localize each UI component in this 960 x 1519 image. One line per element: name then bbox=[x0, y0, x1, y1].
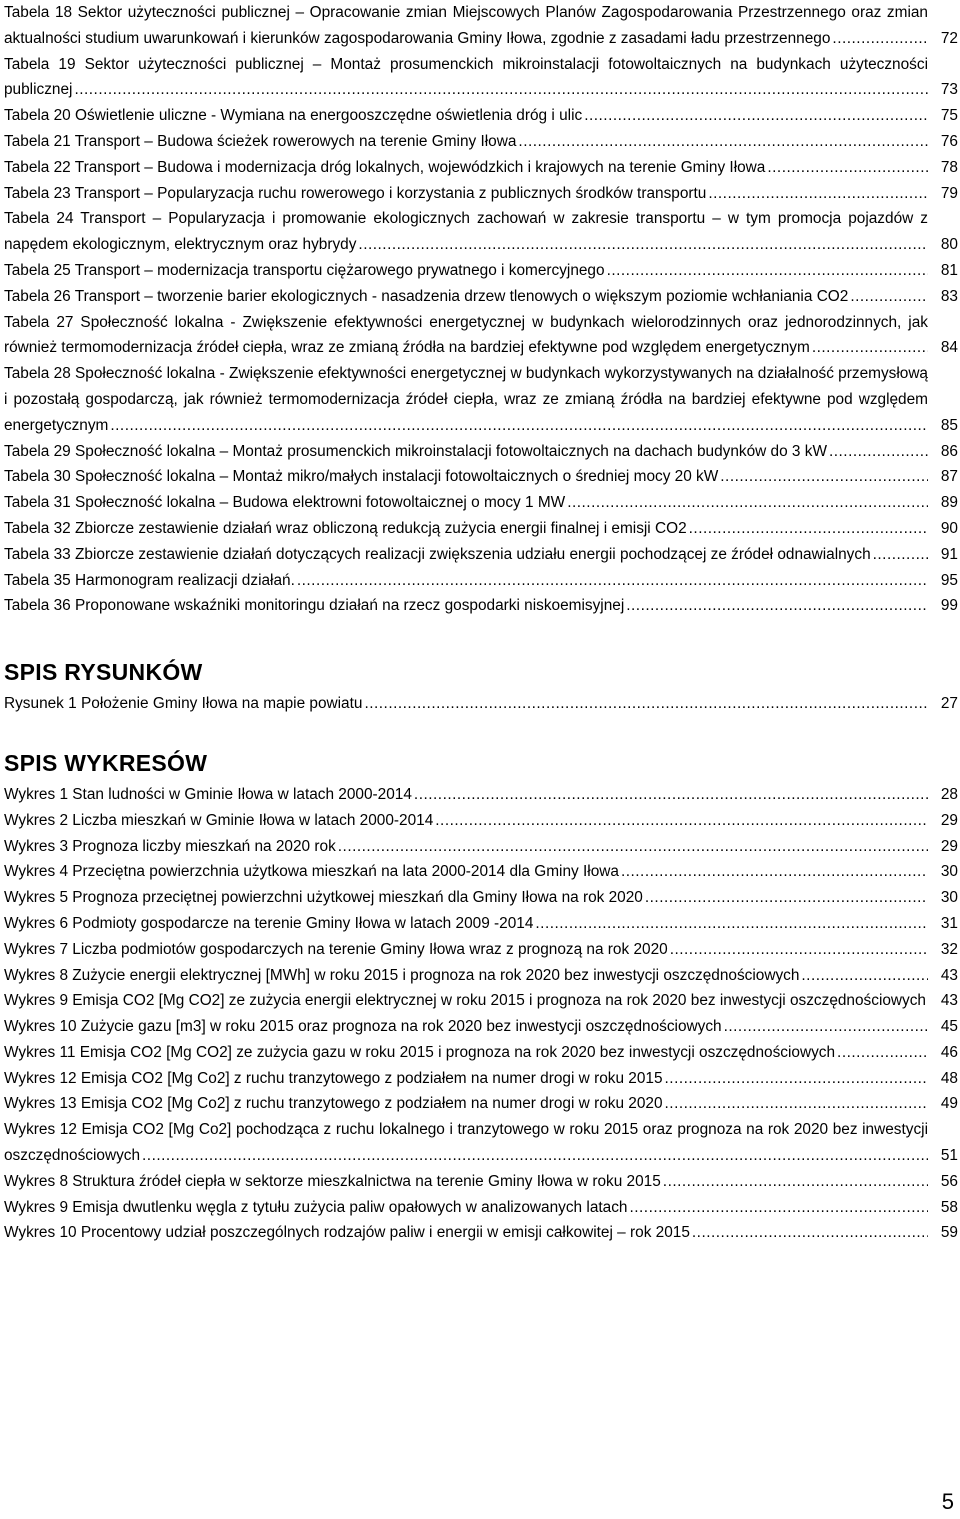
toc-entry-page-number: 48 bbox=[928, 1066, 958, 1092]
toc-entry-chart[interactable] bbox=[4, 1195, 958, 1221]
tables-toc-list bbox=[4, 0, 958, 619]
toc-entry-table[interactable] bbox=[4, 52, 958, 104]
toc-entry-page-number: 81 bbox=[928, 258, 958, 284]
charts-toc-list bbox=[4, 782, 958, 1246]
toc-entry-page-number: 72 bbox=[928, 26, 958, 52]
toc-entry-title: Tabela 31 Społeczność lokalna – Budowa elektrowni fotowoltaicznej o mocy 1 MW ..... bbox=[4, 494, 565, 511]
toc-entry-page-number: 84 bbox=[928, 335, 958, 361]
toc-entry-page-number: 46 bbox=[928, 1040, 958, 1066]
toc-entry-chart[interactable] bbox=[4, 1169, 958, 1195]
toc-entry-page-number: 43 bbox=[928, 963, 958, 989]
toc-entry-page-number: 30 bbox=[928, 885, 958, 911]
toc-entry-title: Tabela 26 Transport – tworzenie barier ekologicznych - nasadzenia drzew tlenowych o większym poziomie wchłaniania CO2 ..... bbox=[4, 288, 848, 305]
toc-entry-table[interactable] bbox=[4, 361, 958, 438]
toc-entry-page-number: 79 bbox=[928, 181, 958, 207]
toc-entry-chart[interactable] bbox=[4, 834, 958, 860]
toc-entry-page-number: 59 bbox=[928, 1220, 958, 1246]
toc-entry-page-number: 30 bbox=[928, 859, 958, 885]
toc-entry-chart[interactable] bbox=[4, 859, 958, 885]
toc-entry-title: Tabela 35 Harmonogram realizacji działań. ..... bbox=[4, 572, 295, 589]
toc-entry-table[interactable] bbox=[4, 439, 958, 465]
toc-entry-title: Wykres 5 Prognoza przeciętnej powierzchni użytkowej mieszkań dla Gminy Iłowa na rok 2020 ..... bbox=[4, 889, 643, 906]
toc-entry-title: Tabela 24 Transport – Popularyzacja i promowanie ekologicznych zachowań w zakresie transportu – w tym promocja pojazdów z napędem ekologicznym, elektrycznym oraz hybrydy ..... bbox=[4, 210, 928, 253]
toc-entry-page-number: 73 bbox=[928, 77, 958, 103]
toc-entry-page-number: 80 bbox=[928, 232, 958, 258]
toc-entry-title: Wykres 8 Zużycie energii elektrycznej [MWh] w roku 2015 i prognoza na rok 2020 bez inwestycji oszczędnościowych ..... bbox=[4, 967, 799, 984]
toc-entry-page-number: 49 bbox=[928, 1091, 958, 1117]
document-page bbox=[4, 0, 958, 1246]
toc-entry-table[interactable] bbox=[4, 593, 958, 619]
figures-toc-list bbox=[4, 691, 958, 717]
toc-entry-table[interactable] bbox=[4, 464, 958, 490]
toc-entry-table[interactable] bbox=[4, 181, 958, 207]
toc-entry-page-number: 85 bbox=[928, 413, 958, 439]
toc-entry-page-number: 87 bbox=[928, 464, 958, 490]
toc-entry-title: Tabela 27 Społeczność lokalna - Zwiększenie efektywności energetycznej w budynkach wielorodzinnych oraz jednorodzinnych, jak również termomodernizacja źródeł ciepła, wraz ze zmianą źródła na bardziej efektywne pod względem energetycznym ..... bbox=[4, 314, 928, 357]
toc-entry-title: Wykres 9 Emisja dwutlenku węgla z tytułu zużycia paliw opałowych w analizowanych latach ..... bbox=[4, 1199, 627, 1216]
toc-entry-page-number: 89 bbox=[928, 490, 958, 516]
toc-entry-chart[interactable] bbox=[4, 885, 958, 911]
toc-entry-table[interactable] bbox=[4, 155, 958, 181]
toc-entry-page-number: 45 bbox=[928, 1014, 958, 1040]
toc-entry-page-number: 75 bbox=[928, 103, 958, 129]
toc-entry-page-number: 29 bbox=[928, 834, 958, 860]
toc-entry-title: Wykres 11 Emisja CO2 [Mg CO2] ze zużycia gazu w roku 2015 i prognoza na rok 2020 bez inwestycji oszczędnościowych ..... bbox=[4, 1044, 835, 1061]
toc-entry-title: Wykres 10 Zużycie gazu [m3] w roku 2015 oraz prognoza na rok 2020 bez inwestycji oszczędnościowych ..... bbox=[4, 1018, 722, 1035]
toc-entry-page-number: 83 bbox=[928, 284, 958, 310]
toc-entry-page-number: 27 bbox=[928, 691, 958, 717]
toc-entry-title: Tabela 18 Sektor użyteczności publicznej – Opracowanie zmian Miejscowych Planów Zagospodarowania Przestrzennego oraz zmian aktualności studium uwarunkowań i kierunków zagospodarowania Gminy Iłowa, zgodnie z zasadami ładu przestrzennego ..... bbox=[4, 4, 928, 47]
toc-entry-table[interactable] bbox=[4, 0, 958, 52]
toc-entry-title: Wykres 7 Liczba podmiotów gospodarczych na terenie Gminy Iłowa wraz z prognozą na rok 2020 ..... bbox=[4, 941, 668, 958]
toc-entry-page-number: 78 bbox=[928, 155, 958, 181]
toc-entry-chart[interactable] bbox=[4, 1066, 958, 1092]
toc-entry-title: Tabela 36 Proponowane wskaźniki monitoringu działań na rzecz gospodarki niskoemisyjnej ..... bbox=[4, 597, 624, 614]
toc-entry-chart[interactable] bbox=[4, 1117, 958, 1169]
toc-entry-table[interactable] bbox=[4, 310, 958, 362]
toc-entry-table[interactable] bbox=[4, 284, 958, 310]
toc-entry-page-number: 31 bbox=[928, 911, 958, 937]
toc-entry-title: Tabela 33 Zbiorcze zestawienie działań dotyczących realizacji zwiększenia udziału energii pochodzącej ze źródeł odnawialnych ..... bbox=[4, 546, 871, 563]
toc-entry-page-number: 32 bbox=[928, 937, 958, 963]
toc-entry-chart[interactable] bbox=[4, 988, 958, 1014]
toc-entry-title: Wykres 3 Prognoza liczby mieszkań na 2020 rok ..... bbox=[4, 838, 336, 855]
figures-heading: SPIS RYSUNKÓW bbox=[4, 659, 203, 686]
toc-entry-title: Tabela 23 Transport – Popularyzacja ruchu rowerowego i korzystania z publicznych środków transportu ..... bbox=[4, 185, 706, 202]
toc-entry-title: Wykres 12 Emisja CO2 [Mg Co2] pochodząca z ruchu lokalnego i tranzytowego w roku 2015 oraz prognoza na rok 2020 bez inwestycji oszczędnościowych ..... bbox=[4, 1121, 928, 1164]
charts-heading: SPIS WYKRESÓW bbox=[4, 749, 208, 776]
toc-entry-page-number: 95 bbox=[928, 568, 958, 594]
toc-entry-page-number: 28 bbox=[928, 782, 958, 808]
toc-entry-title: Tabela 22 Transport – Budowa i modernizacja dróg lokalnych, wojewódzkich i krajowych na terenie Gminy Iłowa ..... bbox=[4, 159, 765, 176]
toc-entry-chart[interactable] bbox=[4, 782, 958, 808]
toc-entry-table[interactable] bbox=[4, 516, 958, 542]
toc-entry-title: Tabela 28 Społeczność lokalna - Zwiększenie efektywności energetycznej w budynkach wykorzystywanych na działalność przemysłową i pozostałą gospodarczą, jak również termomodernizacja źródeł ciepła, wraz ze zmianą źródła na bardziej efektywne pod względem energetycznym ..... bbox=[4, 365, 928, 434]
toc-entry-table[interactable] bbox=[4, 103, 958, 129]
toc-entry-title: Tabela 25 Transport – modernizacja transportu ciężarowego prywatnego i komercyjnego ..... bbox=[4, 262, 605, 279]
toc-entry-title: Wykres 6 Podmioty gospodarcze na terenie Gminy Iłowa w latach 2009 -2014 ..... bbox=[4, 915, 533, 932]
toc-entry-title: Wykres 10 Procentowy udział poszczególnych rodzajów paliw i energii w emisji całkowitej – rok 2015 ..... bbox=[4, 1224, 690, 1241]
toc-entry-title: Wykres 12 Emisja CO2 [Mg Co2] z ruchu tranzytowego z podziałem na numer drogi w roku 2015 ..... bbox=[4, 1070, 663, 1087]
toc-entry-chart[interactable] bbox=[4, 1091, 958, 1117]
toc-entry-figure[interactable] bbox=[4, 691, 958, 717]
toc-entry-page-number: 99 bbox=[928, 593, 958, 619]
toc-entry-page-number: 91 bbox=[928, 542, 958, 568]
toc-entry-table[interactable] bbox=[4, 206, 958, 258]
toc-entry-title: Wykres 13 Emisja CO2 [Mg Co2] z ruchu tranzytowego z podziałem na numer drogi w roku 2020 ..... bbox=[4, 1095, 663, 1112]
toc-entry-page-number: 29 bbox=[928, 808, 958, 834]
toc-entry-table[interactable] bbox=[4, 129, 958, 155]
toc-entry-title: Wykres 8 Struktura źródeł ciepła w sektorze mieszkalnictwa na terenie Gminy Iłowa w roku 2015 ..... bbox=[4, 1173, 661, 1190]
toc-entry-page-number: 76 bbox=[928, 129, 958, 155]
toc-entry-page-number: 86 bbox=[928, 439, 958, 465]
page-number: 5 bbox=[941, 1489, 954, 1514]
toc-entry-chart[interactable] bbox=[4, 911, 958, 937]
toc-entry-page-number: 51 bbox=[928, 1143, 958, 1169]
toc-entry-title: Tabela 21 Transport – Budowa ścieżek rowerowych na terenie Gminy Iłowa ..... bbox=[4, 133, 516, 150]
toc-entry-title: Tabela 20 Oświetlenie uliczne - Wymiana na energooszczędne oświetlenia dróg i ulic ..... bbox=[4, 107, 582, 124]
toc-entry-table[interactable] bbox=[4, 258, 958, 284]
toc-entry-title: Wykres 4 Przeciętna powierzchnia użytkowa mieszkań na lata 2000-2014 dla Gminy Iłowa ..... bbox=[4, 863, 619, 880]
toc-entry-title: Rysunek 1 Położenie Gminy Iłowa na mapie powiatu ..... bbox=[4, 695, 362, 712]
toc-entry-table[interactable] bbox=[4, 490, 958, 516]
toc-entry-page-number: 90 bbox=[928, 516, 958, 542]
toc-entry-table[interactable] bbox=[4, 568, 958, 594]
toc-entry-page-number: 56 bbox=[928, 1169, 958, 1195]
toc-entry-title: Wykres 2 Liczba mieszkań w Gminie Iłowa w latach 2000-2014 ..... bbox=[4, 812, 433, 829]
toc-entry-chart[interactable] bbox=[4, 1014, 958, 1040]
toc-entry-title: Tabela 30 Społeczność lokalna – Montaż mikro/małych instalacji fotowoltaicznych o średniej mocy 20 kW ..... bbox=[4, 468, 718, 485]
toc-entry-title: Wykres 9 Emisja CO2 [Mg CO2] ze zużycia energii elektrycznej w roku 2015 i prognoza na rok 2020 bez inwestycji oszczędnościowych ..... bbox=[4, 992, 926, 1009]
toc-entry-title: Tabela 29 Społeczność lokalna – Montaż prosumenckich mikroinstalacji fotowoltaicznych na dachach budynków do 3 kW ..... bbox=[4, 443, 827, 460]
toc-entry-page-number: 43 bbox=[928, 988, 958, 1014]
toc-entry-chart[interactable] bbox=[4, 808, 958, 834]
toc-entry-table[interactable] bbox=[4, 542, 958, 568]
toc-entry-title: Tabela 19 Sektor użyteczności publicznej – Montaż prosumenckich mikroinstalacji fotowoltaicznych na budynkach użyteczności publicznej ..... bbox=[4, 56, 928, 99]
toc-entry-title: Tabela 32 Zbiorcze zestawienie działań wraz obliczoną redukcją zużycia energii finalnej i emisji CO2 ..... bbox=[4, 520, 687, 537]
toc-entry-chart[interactable] bbox=[4, 963, 958, 989]
toc-entry-chart[interactable] bbox=[4, 937, 958, 963]
toc-entry-page-number: 58 bbox=[928, 1195, 958, 1221]
toc-entry-chart[interactable] bbox=[4, 1040, 958, 1066]
toc-entry-title: Wykres 1 Stan ludności w Gminie Iłowa w latach 2000-2014 ..... bbox=[4, 786, 412, 803]
toc-entry-chart[interactable] bbox=[4, 1220, 958, 1246]
